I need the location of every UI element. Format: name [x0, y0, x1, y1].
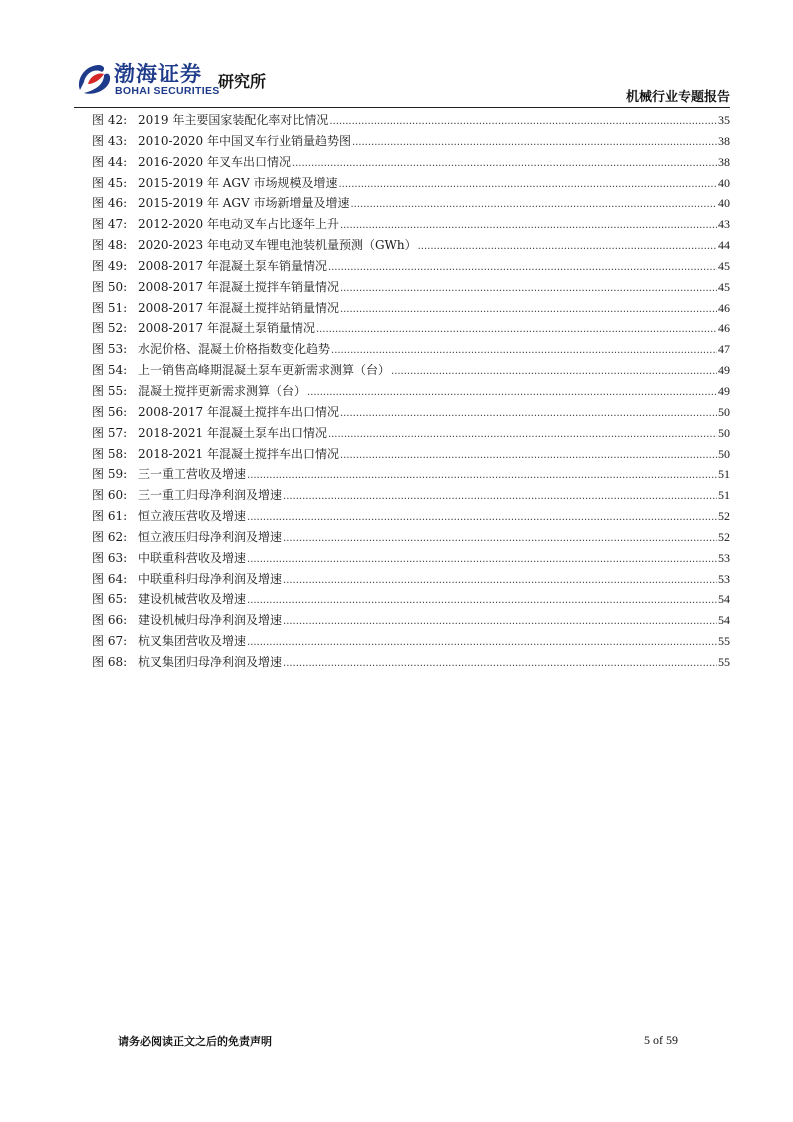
toc-dot-leader	[339, 175, 718, 196]
toc-entry[interactable]	[92, 193, 730, 214]
toc-entry[interactable]	[92, 652, 730, 673]
toc-page-number[interactable]: 50	[718, 425, 730, 440]
toc-dot-leader	[331, 341, 717, 362]
toc-entry[interactable]	[92, 173, 730, 194]
toc-dot-leader	[328, 258, 717, 279]
toc-page-number[interactable]: 44	[718, 238, 730, 253]
toc-dot-leader	[340, 279, 717, 300]
toc-dot-leader	[340, 446, 717, 467]
toc-page-number[interactable]: 51	[718, 488, 730, 503]
toc-figure-title[interactable]: 建设机械营收及增速	[138, 592, 247, 607]
toc-figure-title[interactable]: 2008-2017 年混凝土泵车销量情况	[138, 258, 327, 273]
toc-figure-title[interactable]: 2018-2021 年混凝土泵车出口情况	[138, 425, 327, 440]
toc-figure-label: 图 62:	[92, 529, 128, 544]
report-type: 机械行业专题报告	[625, 90, 730, 105]
toc-figure-label: 图 45:	[92, 175, 128, 190]
toc-figure-label: 图 64:	[92, 571, 128, 586]
toc-figure-title[interactable]: 中联重科营收及增速	[138, 550, 247, 565]
toc-figure-label: 图 50:	[92, 279, 128, 294]
toc-entry[interactable]	[92, 110, 730, 131]
toc-figure-label: 图 55:	[92, 383, 128, 398]
toc-entry[interactable]	[92, 610, 730, 631]
toc-figure-label: 图 53:	[92, 342, 128, 357]
toc-figure-title[interactable]: 杭叉集团归母净利润及增速	[138, 654, 283, 669]
toc-figure-label: 图 47:	[92, 217, 128, 232]
toc-figure-label: 图 66:	[92, 613, 128, 628]
toc-figure-label: 图 63:	[92, 550, 128, 565]
toc-figure-label: 图 49:	[92, 258, 128, 273]
toc-page-number[interactable]: 55	[718, 654, 730, 669]
toc-figure-title[interactable]: 杭叉集团营收及增速	[138, 634, 247, 649]
toc-dot-leader	[292, 154, 717, 175]
toc-dot-leader	[307, 383, 717, 404]
toc-entry[interactable]	[92, 548, 730, 569]
toc-entry[interactable]	[92, 131, 730, 152]
toc-page-number[interactable]: 51	[718, 467, 730, 482]
toc-figure-title[interactable]: 2010-2020 年中国叉车行业销量趋势图	[138, 133, 351, 148]
toc-dot-leader	[418, 237, 717, 258]
toc-figure-label: 图 46:	[92, 196, 128, 211]
toc-entry[interactable]	[92, 214, 730, 235]
toc-figure-title[interactable]: 2012-2020 年电动叉车占比逐年上升	[138, 217, 339, 232]
toc-entry[interactable]	[92, 423, 730, 444]
toc-page-number[interactable]: 52	[718, 529, 730, 544]
toc-figure-title[interactable]: 2008-2017 年混凝土搅拌站销量情况	[138, 300, 339, 315]
toc-figure-title[interactable]: 水泥价格、混凝土价格指数变化趋势	[138, 342, 331, 357]
toc-page-number[interactable]: 49	[718, 363, 730, 378]
toc-figure-label: 图 60:	[92, 488, 128, 503]
toc-page-number[interactable]: 50	[718, 446, 730, 461]
toc-page-number[interactable]: 49	[718, 383, 730, 398]
toc-figure-title[interactable]: 2008-2017 年混凝土搅拌车销量情况	[138, 279, 339, 294]
toc-figure-label: 图 65:	[92, 592, 128, 607]
toc-page-number[interactable]: 46	[718, 300, 730, 315]
toc-entry[interactable]	[92, 298, 730, 319]
header-divider	[74, 107, 730, 108]
toc-figure-title[interactable]: 2015-2019 年 AGV 市场规模及增速	[138, 175, 338, 190]
toc-dot-leader	[247, 591, 717, 612]
toc-entry[interactable]	[92, 318, 730, 339]
toc-figure-label: 图 51:	[92, 300, 128, 315]
brand-name-en: BOHAI SECURITIES	[115, 85, 220, 97]
toc-page-number[interactable]: 45	[718, 258, 730, 273]
toc-figure-title[interactable]: 混凝土搅拌更新需求测算（台）	[138, 383, 307, 398]
toc-figure-label: 图 57:	[92, 425, 128, 440]
toc-figure-title[interactable]: 2020-2023 年电动叉车锂电池装机量预测（GWh）	[138, 238, 417, 253]
toc-figure-title[interactable]: 中联重科归母净利润及增速	[138, 571, 283, 586]
toc-figure-label: 图 44:	[92, 154, 128, 169]
toc-figure-title[interactable]: 三一重工营收及增速	[138, 467, 247, 482]
toc-page-number[interactable]: 53	[718, 550, 730, 565]
toc-entry[interactable]	[92, 589, 730, 610]
toc-figure-title[interactable]: 恒立液压归母净利润及增速	[138, 529, 283, 544]
toc-entry[interactable]	[92, 360, 730, 381]
toc-dot-leader	[351, 195, 718, 216]
page-header	[74, 56, 730, 106]
toc-page-number[interactable]: 54	[718, 592, 730, 607]
toc-page-number[interactable]: 50	[718, 404, 730, 419]
toc-entry[interactable]	[92, 569, 730, 590]
toc-figure-title[interactable]: 2019 年主要国家装配化率对比情况	[138, 113, 329, 127]
toc-dot-leader	[247, 466, 717, 487]
toc-figure-title[interactable]: 2016-2020 年叉车出口情况	[138, 154, 291, 169]
toc-entry[interactable]	[92, 381, 730, 402]
toc-entry[interactable]	[92, 277, 730, 298]
toc-page-number[interactable]: 43	[718, 217, 730, 232]
toc-dot-leader	[283, 612, 717, 633]
figure-table-of-contents	[92, 110, 730, 673]
toc-dot-leader	[247, 550, 717, 571]
toc-dot-leader	[340, 300, 717, 321]
toc-page-number[interactable]: 40	[718, 175, 730, 190]
toc-page-number[interactable]: 35	[718, 113, 730, 127]
page-number: 5 of 59	[644, 1033, 678, 1047]
toc-figure-label: 图 56:	[92, 404, 128, 419]
toc-page-number[interactable]: 38	[718, 154, 730, 169]
toc-entry[interactable]	[92, 506, 730, 527]
toc-page-number[interactable]: 38	[718, 133, 730, 148]
toc-figure-title[interactable]: 2015-2019 年 AGV 市场新增量及增速	[138, 196, 350, 211]
toc-entry[interactable]	[92, 402, 730, 423]
toc-dot-leader	[247, 633, 717, 654]
bohai-logo-icon	[74, 60, 114, 98]
toc-dot-leader	[283, 529, 717, 550]
toc-figure-title[interactable]: 2008-2017 年混凝土泵销量情况	[138, 321, 315, 336]
toc-page-number[interactable]: 47	[718, 342, 730, 357]
toc-dot-leader	[283, 654, 717, 675]
toc-dot-leader	[391, 362, 717, 383]
institute-name: 研究所	[218, 72, 267, 91]
toc-figure-title[interactable]: 2018-2021 年混凝土搅拌车出口情况	[138, 446, 339, 461]
toc-figure-title[interactable]: 三一重工归母净利润及增速	[138, 488, 283, 503]
toc-entry[interactable]	[92, 527, 730, 548]
toc-figure-title[interactable]: 建设机械归母净利润及增速	[138, 613, 283, 628]
toc-figure-label: 图 48:	[92, 238, 128, 253]
toc-page-number[interactable]: 55	[718, 634, 730, 649]
toc-page-number[interactable]: 54	[718, 613, 730, 628]
toc-figure-label: 图 67:	[92, 634, 128, 649]
toc-figure-title[interactable]: 上一销售高峰期混凝土泵车更新需求测算（台）	[138, 363, 391, 378]
toc-entry[interactable]	[92, 464, 730, 485]
toc-dot-leader	[329, 112, 717, 133]
toc-entry[interactable]	[92, 235, 730, 256]
toc-entry[interactable]	[92, 152, 730, 173]
toc-dot-leader	[340, 404, 717, 425]
toc-page-number[interactable]: 46	[718, 321, 730, 336]
toc-dot-leader	[247, 508, 717, 529]
toc-figure-label: 图 61:	[92, 509, 128, 524]
brand-name-cn: 渤海证券	[114, 62, 202, 86]
toc-entry[interactable]	[92, 631, 730, 652]
toc-dot-leader	[328, 425, 717, 446]
toc-dot-leader	[283, 571, 717, 592]
toc-figure-label: 图 42:	[92, 113, 128, 127]
toc-figure-label: 图 52:	[92, 321, 128, 336]
disclaimer-note: 请务必阅读正文之后的免责声明	[118, 1035, 272, 1048]
toc-figure-title[interactable]: 2008-2017 年混凝土搅拌车出口情况	[138, 404, 339, 419]
toc-entry[interactable]	[92, 339, 730, 360]
toc-page-number[interactable]: 45	[718, 279, 730, 294]
toc-page-number[interactable]: 40	[718, 196, 730, 211]
toc-entry[interactable]	[92, 256, 730, 277]
toc-entry[interactable]	[92, 444, 730, 465]
toc-figure-label: 图 59:	[92, 467, 128, 482]
toc-figure-label: 图 58:	[92, 446, 128, 461]
toc-dot-leader	[316, 320, 717, 341]
toc-entry[interactable]	[92, 485, 730, 506]
toc-figure-label: 图 43:	[92, 133, 128, 148]
toc-dot-leader	[283, 487, 717, 508]
toc-figure-title[interactable]: 恒立液压营收及增速	[138, 509, 247, 524]
toc-figure-label: 图 68:	[92, 654, 128, 669]
toc-dot-leader	[352, 133, 717, 154]
toc-page-number[interactable]: 53	[718, 571, 730, 586]
toc-figure-label: 图 54:	[92, 363, 128, 378]
toc-dot-leader	[340, 216, 717, 237]
toc-page-number[interactable]: 52	[718, 509, 730, 524]
